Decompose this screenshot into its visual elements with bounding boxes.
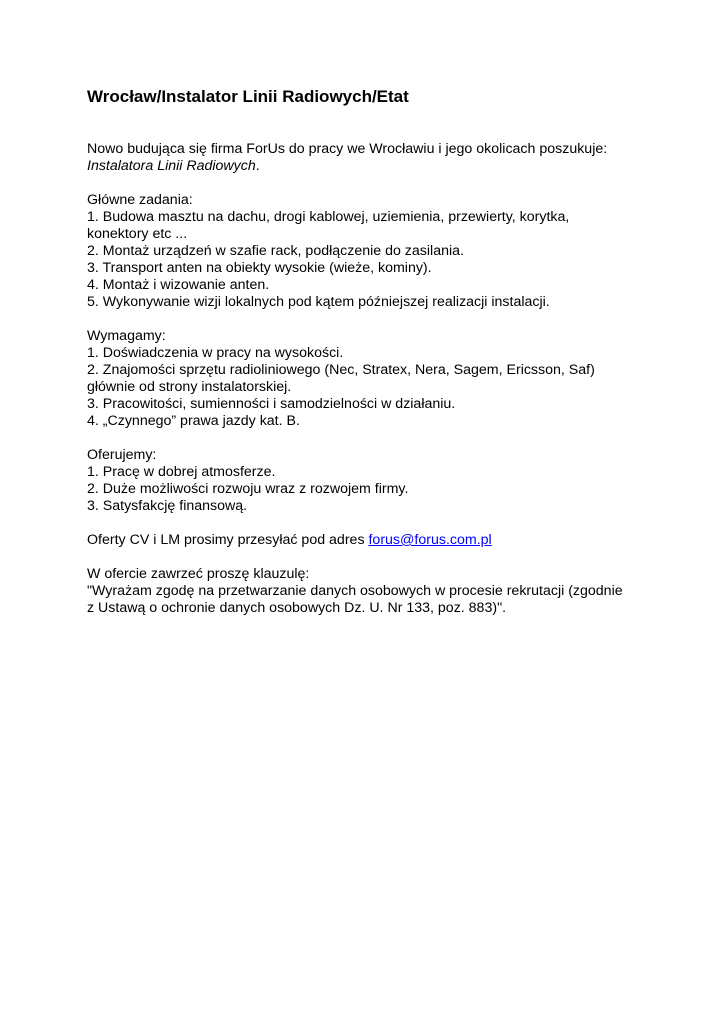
intro-text: Nowo budująca się firma ForUs do pracy we Wrocławiu i jego okolicach poszukuje: [87,141,608,157]
list-item: 1. Doświadczenia w pracy na wysokości. [87,345,344,361]
contact-paragraph [87,532,667,549]
page-title: Wrocław/Instalator Linii Radiowych/Etat [87,87,409,106]
offer-section [87,447,667,515]
clause-text: "Wyrażam zgodę na przetwarzanie danych osobowych w procesie rekrutacji (zgodnie [87,583,623,599]
list-item: 2. Montaż urządzeń w szafie rack, podłączenie do zasilania. [87,243,464,259]
document-page [87,87,667,634]
requirements-section [87,328,667,430]
list-item-continuation: konektory etc ... [87,226,188,242]
contact-text: Oferty CV i LM prosimy przesyłać pod adres [87,532,369,548]
list-item: 2. Duże możliwości rozwoju wraz z rozwojem firmy. [87,481,409,497]
requirements-heading: Wymagamy: [87,328,166,344]
email-link[interactable]: forus@forus.com.pl [368,532,492,548]
clause-text-continuation: z Ustawą o ochronie danych osobowych Dz. U. Nr 133, poz. 883)". [87,600,507,616]
offer-heading: Oferujemy: [87,447,157,463]
list-item-continuation: głównie od strony instalatorskiej. [87,379,292,395]
list-item: 2. Znajomości sprzętu radioliniowego (Nec, Stratex, Nera, Sagem, Ericsson, Saf) [87,362,595,378]
list-item: 3. Transport anten na obiekty wysokie (wieże, kominy). [87,260,432,276]
intro-position: Instalatora Linii Radiowych [87,158,256,174]
list-item: 4. „Czynnego” prawa jazdy kat. B. [87,413,300,429]
tasks-section [87,192,667,311]
intro-paragraph [87,141,667,175]
list-item: 1. Budowa masztu na dachu, drogi kablowej, uziemienia, przewierty, korytka, [87,209,570,225]
intro-period: . [255,158,260,174]
list-item: 4. Montaż i wizowanie anten. [87,277,270,293]
list-item: 3. Pracowitości, sumienności i samodzielności w działaniu. [87,396,456,412]
clause-heading: W ofercie zawrzeć proszę klauzulę: [87,566,310,582]
clause-section [87,566,667,617]
intro-position-line [87,158,667,175]
list-item: 1. Pracę w dobrej atmosferze. [87,464,276,480]
contact-line [87,532,667,549]
tasks-heading: Główne zadania: [87,192,193,208]
list-item: 3. Satysfakcję finansową. [87,498,248,514]
list-item: 5. Wykonywanie wizji lokalnych pod kątem późniejszej realizacji instalacji. [87,294,550,310]
